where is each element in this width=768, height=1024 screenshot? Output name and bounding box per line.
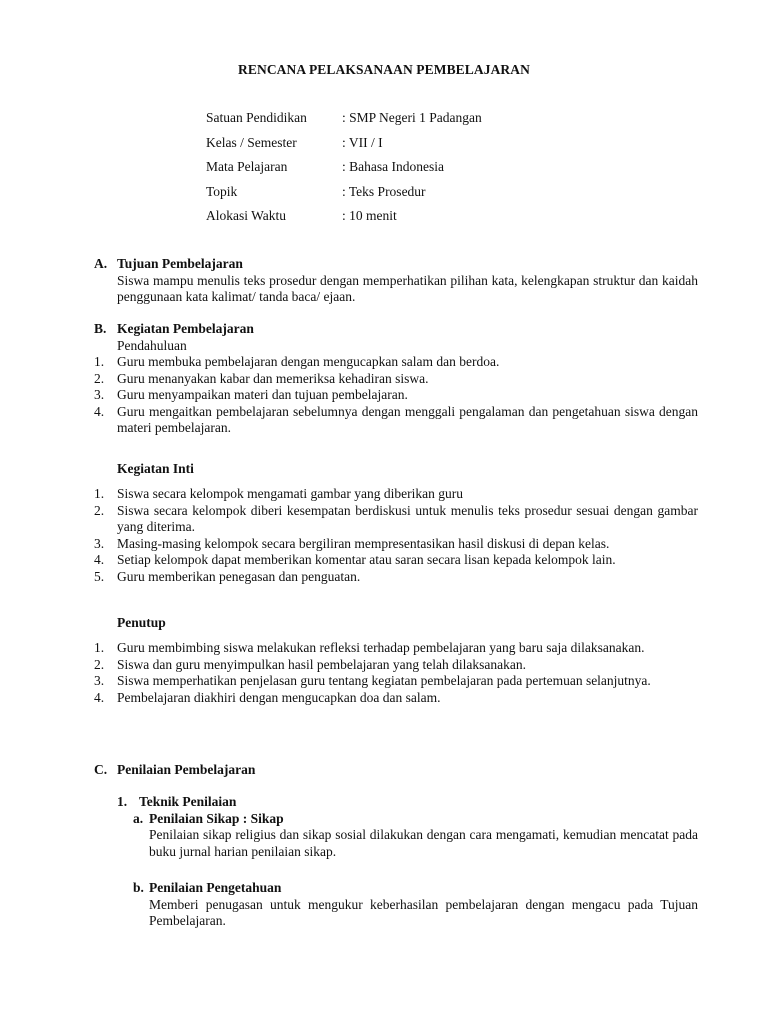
- section-letter: B.: [94, 321, 107, 336]
- sikap-title: Penilaian Sikap : Sikap: [149, 810, 284, 826]
- info-label: Mata Pelajaran: [206, 159, 288, 174]
- section-paragraph: Siswa mampu menulis teks prosedur dengan memperhatikan pilihan kata, kelengkapan struktur dan kaidah penggunaan kata kalimat/ tanda baca/ ejaan.: [117, 272, 698, 304]
- item-number: 1.: [94, 486, 105, 501]
- item-number: 4.: [94, 689, 105, 705]
- section-tujuan: [94, 256, 698, 306]
- item-number: 4.: [94, 552, 105, 567]
- item-text: Siswa memperhatikan penjelasan guru tentang kegiatan pembelajaran pada pertemuan selanjutnya.: [117, 673, 651, 688]
- list-item: [94, 371, 698, 388]
- teknik-title: Teknik Penilaian: [139, 794, 237, 809]
- item-number: 5.: [94, 568, 105, 584]
- sikap-heading: [133, 811, 698, 828]
- info-label: Satuan Pendidikan: [206, 110, 307, 125]
- section-penilaian: [94, 762, 698, 779]
- pengetahuan-text: Memberi penugasan untuk mengukur keberhasilan pembelajaran dengan mengacu pada Tujuan Pembelajaran.: [149, 896, 698, 928]
- teknik-penilaian: [94, 794, 698, 860]
- penilaian-pengetahuan-wrap: [94, 880, 698, 930]
- item-number: 3.: [94, 387, 105, 402]
- penilaian-sikap: [94, 811, 698, 861]
- list-item: [94, 552, 698, 569]
- item-number: 2.: [94, 502, 105, 518]
- pengetahuan-letter: b.: [133, 880, 144, 895]
- section-heading: [94, 321, 698, 338]
- info-row: [206, 159, 482, 184]
- item-text: Guru menyampaikan materi dan tujuan pembelajaran.: [117, 387, 408, 402]
- info-value: : 10 menit: [342, 208, 397, 223]
- inti-list: [94, 486, 698, 585]
- teknik-number: 1.: [117, 794, 128, 809]
- item-number: 2.: [94, 370, 105, 386]
- list-item: [94, 387, 698, 404]
- teknik-heading: [94, 794, 698, 811]
- list-item: [94, 673, 698, 690]
- item-text: Guru mengaitkan pembelajaran sebelumnya dengan menggali pengalaman dan pengetahuan siswa dengan materi pembelajaran.: [117, 403, 698, 435]
- item-text: Guru membimbing siswa melakukan refleksi terhadap pembelajaran yang baru saja dilaksanakan.: [117, 640, 645, 655]
- pengetahuan-title: Penilaian Pengetahuan: [149, 880, 282, 895]
- info-row: [206, 184, 482, 209]
- info-label: Alokasi Waktu: [206, 208, 287, 223]
- kegiatan-inti: [94, 461, 698, 478]
- info-value: : SMP Negeri 1 Padangan: [342, 110, 482, 125]
- list-item: [94, 354, 698, 371]
- list-item: [94, 690, 698, 707]
- document-title: RENCANA PELAKSANAAN PEMBELAJARAN: [238, 62, 530, 77]
- sikap-letter: a.: [133, 810, 144, 826]
- list-item: [94, 536, 698, 553]
- section-heading: [94, 256, 698, 273]
- pendahuluan-label: Pendahuluan: [117, 337, 187, 353]
- penutup: [94, 615, 698, 632]
- section-letter: A.: [94, 256, 108, 271]
- penutup-list-wrap: [94, 640, 698, 706]
- penilaian-pengetahuan: [94, 880, 698, 930]
- info-row: [206, 208, 482, 233]
- list-item: [94, 404, 698, 437]
- item-text: Siswa secara kelompok diberi kesempatan berdiskusi untuk menulis teks prosedur sesuai dengan gambar yang diterima.: [117, 502, 698, 534]
- item-text: Siswa dan guru menyimpulkan hasil pembelajaran yang telah dilaksanakan.: [117, 656, 527, 672]
- info-row: [206, 110, 482, 135]
- pendahuluan-list: [94, 354, 698, 437]
- sikap-text: Penilaian sikap religius dan sikap sosial dilakukan dengan cara mengamati, kemudian mencatat pada buku jurnal harian penilaian sikap.: [149, 827, 698, 859]
- item-text: Setiap kelompok dapat memberikan komentar atau saran secara lisan kepada kelompok lain.: [117, 552, 616, 567]
- item-number: 4.: [94, 403, 105, 419]
- penutup-list: [94, 640, 698, 706]
- list-item: [94, 486, 698, 503]
- item-text: Siswa secara kelompok mengamati gambar yang diberikan guru: [117, 486, 464, 501]
- identity-table: [206, 110, 482, 233]
- info-value: : VII / I: [342, 134, 383, 150]
- info-row: [206, 135, 482, 160]
- info-label: Kelas / Semester: [206, 134, 297, 150]
- info-label: Topik: [206, 183, 238, 199]
- list-item: [94, 503, 698, 536]
- penutup-label: Penutup: [117, 615, 166, 630]
- pengetahuan-heading: [133, 880, 698, 897]
- item-number: 3.: [94, 535, 105, 551]
- item-text: Guru membuka pembelajaran dengan mengucapkan salam dan berdoa.: [117, 354, 500, 369]
- section-title: Tujuan Pembelajaran: [117, 256, 243, 271]
- list-item: [94, 569, 698, 586]
- item-text: Masing-masing kelompok secara bergiliran mempresentasikan hasil diskusi di depan kelas.: [117, 535, 610, 551]
- kegiatan-inti-list-wrap: [94, 486, 698, 585]
- section-heading: [94, 762, 698, 779]
- section-kegiatan: [94, 321, 698, 437]
- item-text: Pembelajaran diakhiri dengan mengucapkan doa dan salam.: [117, 689, 441, 705]
- inti-label: Kegiatan Inti: [117, 461, 194, 476]
- item-number: 1.: [94, 640, 105, 655]
- info-value: : Bahasa Indonesia: [342, 159, 444, 174]
- info-value: : Teks Prosedur: [342, 183, 426, 199]
- section-title: Penilaian Pembelajaran: [117, 762, 256, 777]
- list-item: [94, 657, 698, 674]
- item-number: 3.: [94, 673, 105, 688]
- item-number: 2.: [94, 656, 105, 672]
- item-text: Guru memberikan penegasan dan penguatan.: [117, 568, 361, 584]
- section-letter: C.: [94, 762, 108, 777]
- section-title: Kegiatan Pembelajaran: [117, 321, 254, 336]
- item-text: Guru menanyakan kabar dan memeriksa kehadiran siswa.: [117, 370, 429, 386]
- list-item: [94, 640, 698, 657]
- item-number: 1.: [94, 354, 105, 369]
